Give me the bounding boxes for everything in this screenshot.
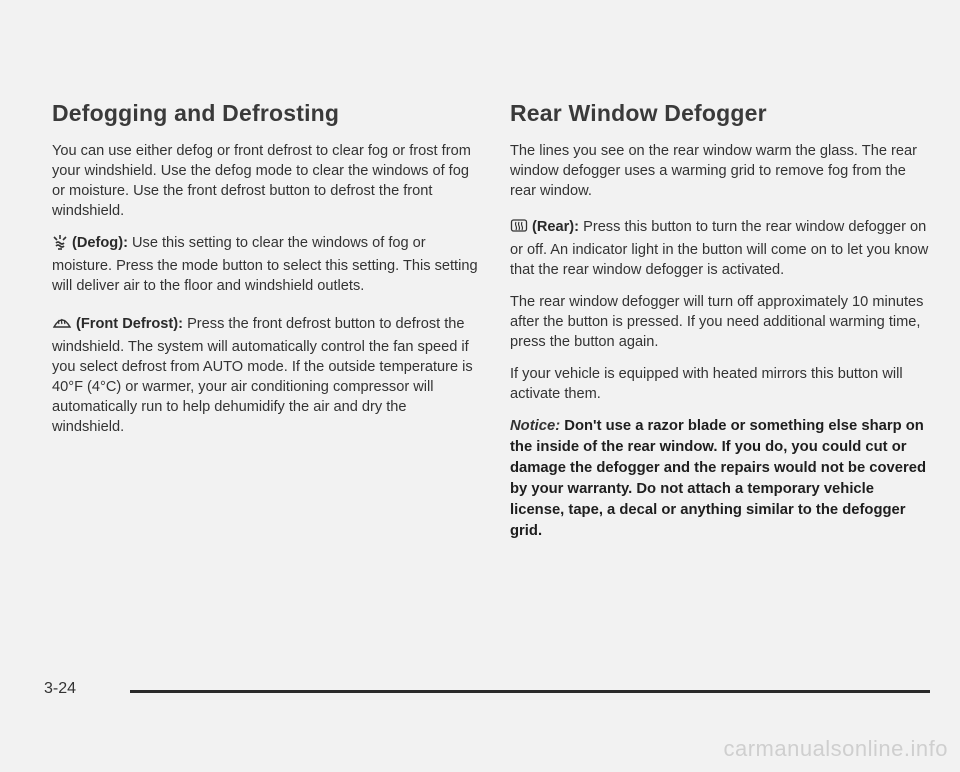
rear-label: (Rear):	[532, 219, 580, 235]
right-column	[510, 100, 930, 554]
timer-paragraph: The rear window defogger will turn off approximately 10 minutes after the button is pressed. If you need additional warming time, press the button again.	[510, 294, 924, 350]
watermark: carmanualsonline.info	[723, 736, 948, 761]
defog-icon	[52, 234, 68, 256]
defog-text: Use this setting to clear the windows of fog or moisture. Press the mode button to select this setting. This setting will deliver air to the floor and windshield outlets.	[52, 235, 478, 294]
rear-intro: The lines you see on the rear window warm the glass. The rear window defogger uses a warming grid to remove fog from the rear window.	[510, 143, 917, 199]
rear-paragraph	[510, 217, 930, 280]
notice-label: Notice:	[510, 418, 561, 434]
defog-heading: Defogging and Defrosting	[52, 100, 340, 126]
rear-defrost-icon	[510, 218, 528, 240]
left-column	[52, 100, 480, 449]
rear-text: Press this button to turn the rear window defogger on or off. An indicator light in the button will come on to let you know that the rear window defogger is activated.	[510, 219, 929, 278]
front-defrost-text: Press the front defrost button to defrost the windshield. The system will automatically control the fan speed if you select defrost from AUTO mode. If the outside temperature is 40°F (4°C) or warmer, your air conditioning compressor will automatically run to help dehumidify the air and dry the windshield.	[52, 316, 473, 435]
front-defrost-label: (Front Defrost):	[76, 316, 184, 332]
front-defrost-icon	[52, 315, 72, 337]
rear-defogger-heading: Rear Window Defogger	[510, 100, 767, 126]
defog-paragraph	[52, 233, 480, 296]
notice-paragraph	[510, 416, 930, 542]
defog-label: (Defog):	[72, 235, 128, 251]
defog-intro: You can use either defog or front defrost to clear fog or frost from your windshield. Use the defog mode to clear the windows of fog or moisture. Use the front defrost button to defrost the front windshield.	[52, 143, 471, 219]
page-number: 3-24	[44, 680, 77, 697]
mirrors-paragraph: If your vehicle is equipped with heated mirrors this button will activate them.	[510, 366, 903, 402]
notice-text: Don't use a razor blade or something else sharp on the inside of the rear window. If you do, you could cut or damage the defogger and the repairs would not be covered by your warranty. Do not attach a temporary vehicle license, tape, a decal or anything similar to the defogger grid.	[510, 418, 927, 539]
footer-rule	[130, 690, 930, 693]
front-defrost-paragraph	[52, 314, 480, 437]
